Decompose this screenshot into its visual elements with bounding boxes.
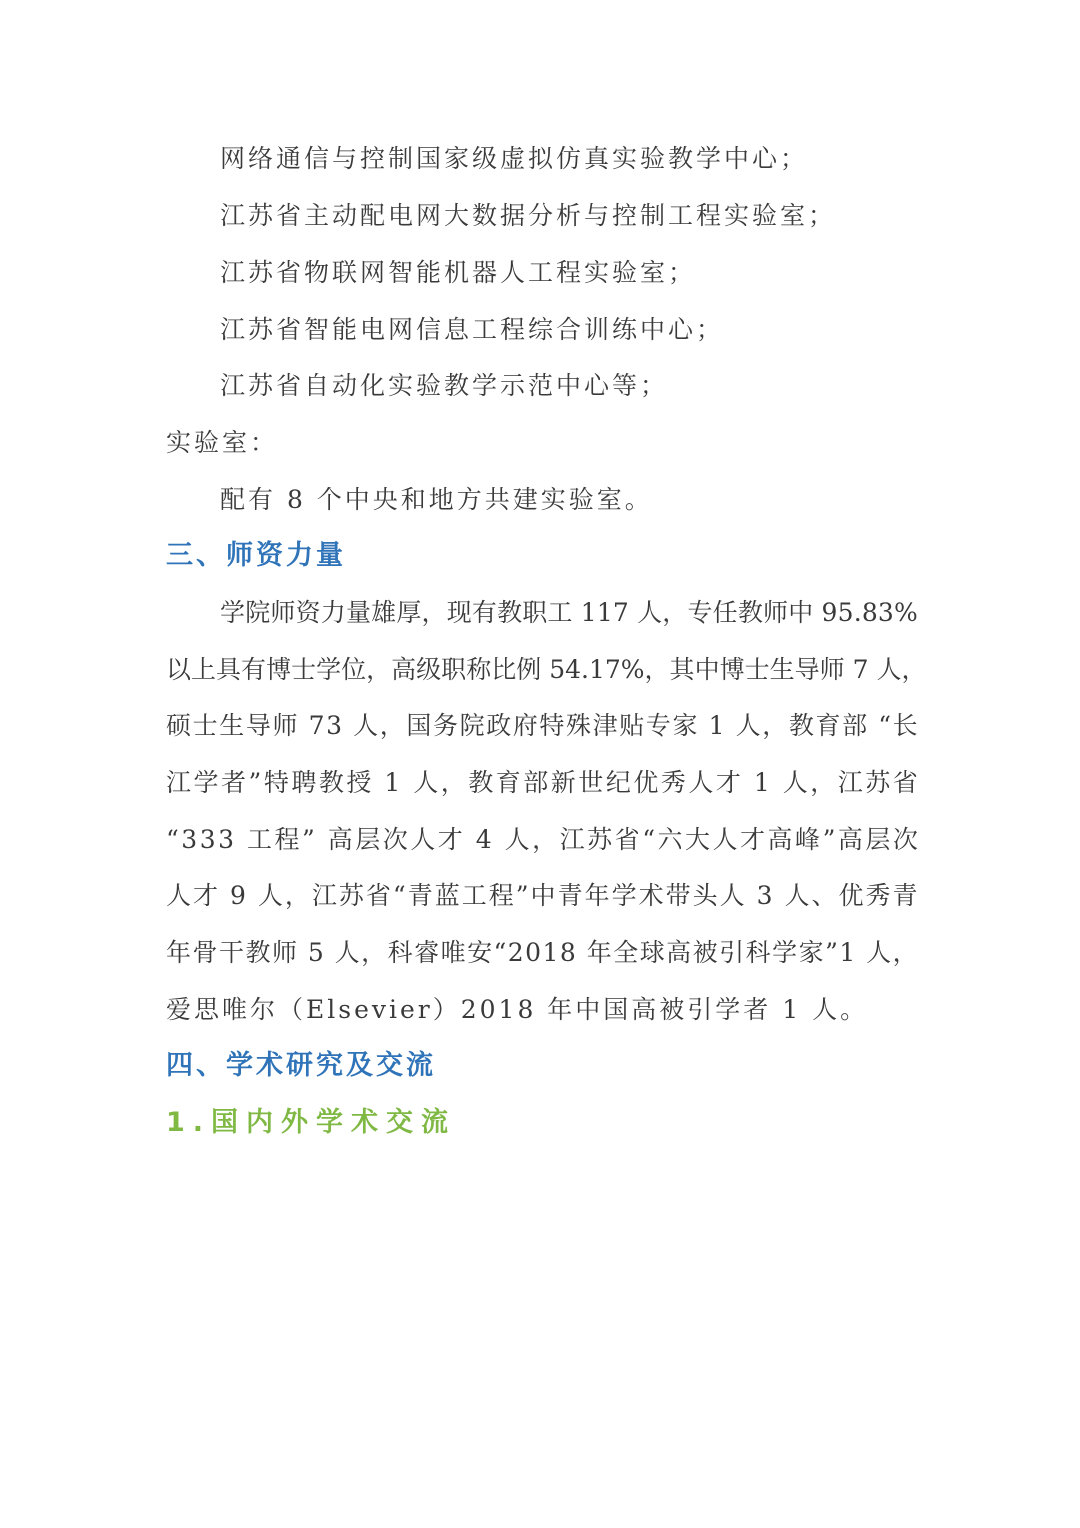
paragraph-line: 江 学 者 ” 特 聘 教 授 1 人 ， 教 育 部 新 世 纪 优 秀 人 才 1 人 ， 江 苏 省	[166, 768, 918, 797]
paragraph-line: 爱思唯尔（Elsevier）2018 年中国高被引学者 1 人。	[166, 995, 869, 1024]
paragraph-line: “ 3 3 3 工 程 ” 高 层 次 人 才 4 人 ， 江 苏 省 “ 六 大 人 才 高 峰 ” 高 层 次	[166, 825, 918, 854]
paragraph-line: 以 上 具 有 博 士 学 位 ， 高 级 职 称 比 例 5 4 . 1 7 % ， 其 中 博 士 生 导 师 7 人 ，	[166, 655, 927, 684]
paragraph-line: 年 骨 干 教 师 5 人 ， 科 睿 唯 安 “ 2 0 1 8 年 全 球 高 被 引 科 学 家 ” 1 人 ，	[166, 938, 918, 967]
paragraph-line: 人 才 9 人 ， 江 苏 省 “ 青 蓝 工 程 ” 中 青 年 学 术 带 头 人 3 人 、 优 秀 青	[166, 881, 918, 910]
lab-list-item: 江苏省主动配电网大数据分析与控制工程实验室；	[220, 201, 837, 230]
subsection-heading-exchange: 1.国内外学术交流	[166, 1107, 457, 1138]
labs-label: 实验室：	[166, 428, 279, 457]
paragraph-line: 硕 士 生 导 师 7 3 人 ， 国 务 院 政 府 特 殊 津 贴 专 家 1 人 ， 教 育 部 “ 长	[166, 711, 918, 740]
lab-list-item: 江苏省自动化实验教学示范中心等；	[220, 371, 669, 400]
labs-text: 配有 8 个中央和地方共建实验室。	[220, 485, 653, 514]
lab-list-item: 江苏省物联网智能机器人工程实验室；	[220, 258, 697, 287]
section-heading-faculty: 三、师资力量	[166, 540, 346, 571]
paragraph-line: 学 院 师 资 力 量 雄 厚 ， 现 有 教 职 工 1 1 7 人 ， 专 任 教 师 中 9 5 . 8 3 %	[220, 598, 918, 627]
section-heading-research: 四、学术研究及交流	[166, 1050, 436, 1081]
lab-list-item: 江苏省智能电网信息工程综合训练中心；	[220, 315, 725, 344]
lab-list-item: 网络通信与控制国家级虚拟仿真实验教学中心；	[220, 144, 809, 173]
